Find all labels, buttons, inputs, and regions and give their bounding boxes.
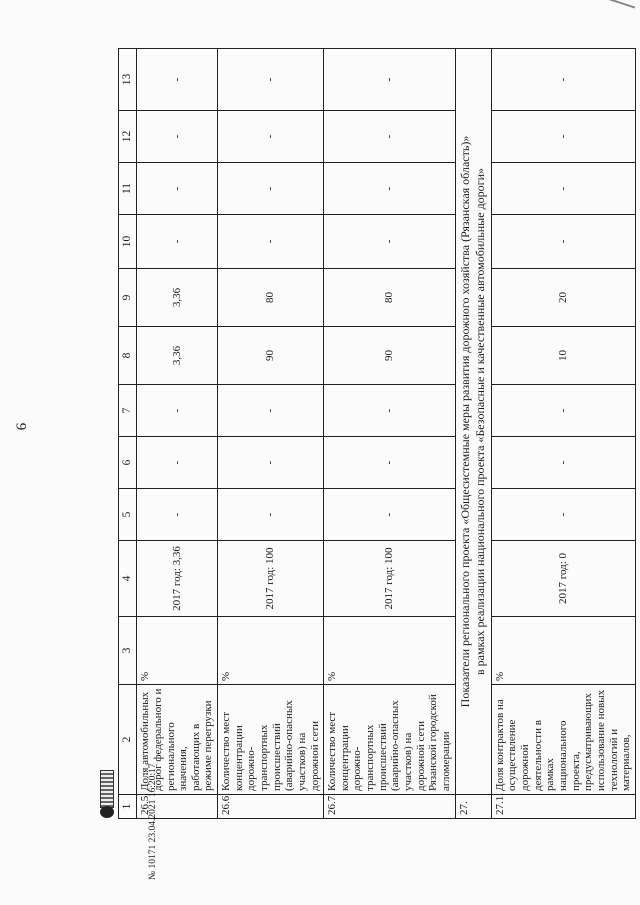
unit-cell: % <box>324 617 455 685</box>
value-cell: - <box>491 489 635 541</box>
value-cell: 80 <box>324 269 455 327</box>
col-header: 7 <box>119 385 137 437</box>
value-cell: 20 <box>491 269 635 327</box>
row-number: 26.5. <box>137 795 218 819</box>
value-cell: - <box>324 111 455 163</box>
registration-stamp <box>96 770 118 900</box>
value-cell: - <box>324 385 455 437</box>
value-cell: - <box>137 489 218 541</box>
value-cell: - <box>324 437 455 489</box>
col-header: 11 <box>119 163 137 215</box>
section-row <box>455 49 491 819</box>
section-line-2: в рамках реализации национального проекта «Безопасные и качественные автомобильные дороги» <box>473 167 488 676</box>
indicators-table <box>118 48 636 819</box>
indicator-name: Доля контрактов на осуществление дорожной деятельности в рамках национального проекта, предусматривающих использование новых технологий и материалов, <box>491 685 635 795</box>
unit-cell: % <box>137 617 218 685</box>
value-cell: - <box>137 49 218 111</box>
table-row <box>491 49 635 819</box>
value-cell: - <box>491 385 635 437</box>
scan-artifact <box>605 0 635 18</box>
value-cell: 90 <box>218 327 324 385</box>
value-cell: - <box>491 163 635 215</box>
value-cell: - <box>218 489 324 541</box>
barcode-graphic <box>100 770 114 808</box>
value-cell: 10 <box>491 327 635 385</box>
col-header: 4 <box>119 541 137 617</box>
page-number: 9 <box>12 422 29 431</box>
table-row <box>218 49 324 819</box>
unit-cell: % <box>218 617 324 685</box>
col-header: 12 <box>119 111 137 163</box>
value-cell: 80 <box>218 269 324 327</box>
value-cell: 3,36 <box>137 269 218 327</box>
value-cell: 3,36 <box>137 327 218 385</box>
value-cell: 90 <box>324 327 455 385</box>
value-cell: - <box>324 163 455 215</box>
base-value: 2017 год: 100 <box>218 541 324 617</box>
col-header: 3 <box>119 617 137 685</box>
header-row <box>119 49 137 819</box>
col-header: 5 <box>119 489 137 541</box>
value-cell: - <box>137 385 218 437</box>
registration-text: № 10171 23.04.2021 16:20:17 <box>148 763 158 880</box>
section-line-1: Показатели регионального проекта «Общесистемные меры развития дорожного хозяйства (Рязанская область)» <box>457 135 472 708</box>
base-value: 2017 год: 3,36 <box>137 541 218 617</box>
base-value: 2017 год: 100 <box>324 541 455 617</box>
value-cell: - <box>218 111 324 163</box>
value-cell: - <box>491 437 635 489</box>
row-number: 27.1. <box>491 795 635 819</box>
table-container <box>118 49 633 819</box>
value-cell: - <box>324 49 455 111</box>
col-header: 10 <box>119 215 137 269</box>
value-cell: - <box>218 49 324 111</box>
value-cell: - <box>137 437 218 489</box>
value-cell: - <box>218 163 324 215</box>
table-row <box>324 49 455 819</box>
row-number: 26.6. <box>218 795 324 819</box>
value-cell: - <box>218 437 324 489</box>
indicator-name: Количество мест концентрации дорожно-транспортных происшествий (аварийно-опасных участков) на дорожной сети <box>218 685 324 795</box>
indicator-name: Количество мест концентрации дорожно-транспортных происшествий (аварийно-опасных участков) на дорожной сети Рязанской городской агломерации <box>324 685 455 795</box>
value-cell: - <box>137 111 218 163</box>
value-cell: - <box>218 215 324 269</box>
value-cell: - <box>324 489 455 541</box>
stamp-mark <box>100 806 114 818</box>
value-cell: - <box>137 163 218 215</box>
value-cell: - <box>324 215 455 269</box>
col-header: 6 <box>119 437 137 489</box>
value-cell: - <box>491 215 635 269</box>
col-header: 9 <box>119 269 137 327</box>
table-row <box>137 49 218 819</box>
col-header: 8 <box>119 327 137 385</box>
col-header: 1 <box>119 795 137 819</box>
indicator-name: Доля автомобильных дорог федерального и регионального значения, работающих в режиме перегрузки <box>137 685 218 795</box>
col-header: 2 <box>119 685 137 795</box>
value-cell: - <box>137 215 218 269</box>
value-cell: - <box>218 385 324 437</box>
value-cell: - <box>491 49 635 111</box>
row-number: 27. <box>455 795 491 819</box>
col-header: 13 <box>119 49 137 111</box>
value-cell: - <box>491 111 635 163</box>
row-number: 26.7. <box>324 795 455 819</box>
base-value: 2017 год: 0 <box>491 541 635 617</box>
section-heading <box>455 49 491 795</box>
unit-cell: % <box>491 617 635 685</box>
